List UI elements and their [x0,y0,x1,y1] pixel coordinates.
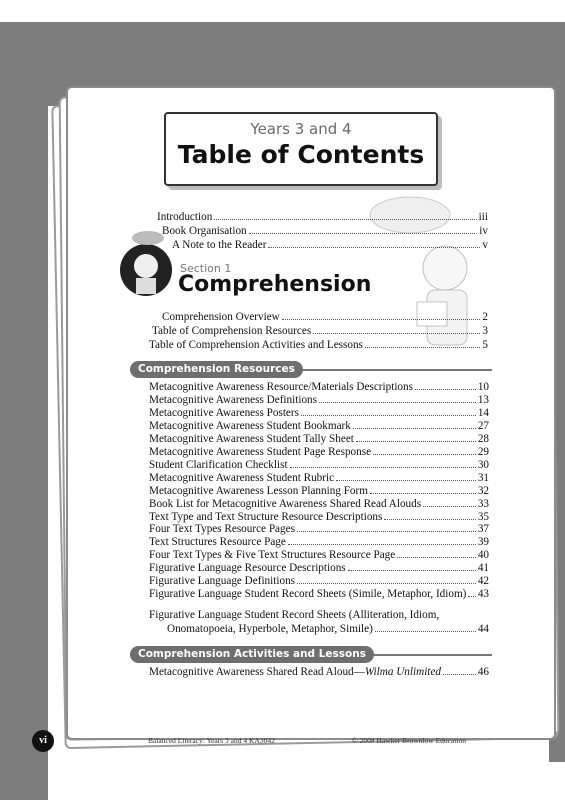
toc-entry-page: 13 [477,393,489,406]
activities-heading: Comprehension Activities and Lessons [130,646,374,663]
toc-entry-label: Metacognitive Awareness Student Bookmark [149,419,351,432]
toc-entry-label: Metacognitive Awareness Student Rubric [149,471,335,484]
resources-heading: Comprehension Resources [130,361,303,378]
toc-entry-page: 40 [477,549,489,562]
toc-entry[interactable] [149,536,489,548]
toc-entry-page: v [482,239,488,251]
toc-entry-label: Onomatopoeia, Hyperbole, Metaphor, Simile) [167,623,373,635]
toc-entry[interactable] [149,588,489,600]
leader-dots [370,493,476,494]
leader-dots [313,333,480,334]
toc-entry-label: Table of Comprehension Resources [152,325,312,337]
toc-entry-wrapped-line2[interactable] [167,623,489,635]
toc-entry[interactable] [149,549,489,561]
footer-left: Balanced Literacy: Years 3 and 4 KA3042 [148,736,275,745]
toc-entry-page: 5 [482,339,488,351]
section-character-icon [118,230,180,300]
toc-entry-page: 43 [477,588,489,601]
toc-entry-label: Book List for Metacognitive Awareness Shared Read Alouds [149,497,422,510]
toc-entry[interactable] [149,472,489,484]
toc-entry-label: Metacognitive Awareness Student Page Response [149,445,372,458]
section-title: Comprehension [178,272,372,297]
toc-entry-book-organisation[interactable] [162,225,488,237]
toc-entry-page: iv [479,225,488,237]
page-title: Table of Contents [177,140,425,169]
toc-entry-label: Introduction [157,211,213,223]
toc-entry-label: Book Organisation [162,225,247,237]
toc-entry-label: Text Type and Text Structure Resource Descriptions [149,510,383,523]
leader-dots [336,480,476,481]
toc-entry[interactable] [149,575,489,587]
section-kicker: Section 1 [180,262,232,275]
toc-entry[interactable] [149,485,489,497]
toc-entry[interactable] [149,394,489,406]
toc-entry-label-italic: Wilma Unlimited [364,666,441,678]
toc-entry[interactable] [149,459,489,471]
leader-dots [214,219,476,220]
toc-entry[interactable] [149,446,489,458]
leader-dots [268,247,480,248]
title-box [164,112,438,186]
toc-entry-label: Metacognitive Awareness Definitions [149,393,317,406]
leader-dots [423,506,476,507]
toc-entry-page: 31 [477,471,489,484]
leader-dots [415,389,476,390]
toc-entry-page: 10 [477,381,489,393]
leader-dots [397,557,476,558]
leader-dots [297,583,476,584]
toc-entry[interactable] [149,420,489,432]
leader-dots [468,596,475,597]
page-subtitle: Years 3 and 4 [250,120,352,138]
leader-dots [373,454,476,455]
toc-entry-page: 37 [477,523,489,536]
leader-dots [348,570,476,571]
toc-entry[interactable] [149,562,489,574]
toc-entry-label-prefix: Metacognitive Awareness Shared Read Aloud— [149,666,365,678]
toc-entry-label: Metacognitive Awareness Lesson Planning Form [149,484,368,497]
toc-entry[interactable] [162,311,488,323]
toc-entry-page: 2 [482,311,488,323]
leader-dots [353,428,476,429]
page-number: vi [32,730,54,752]
leader-dots [282,319,481,320]
toc-entry-page: 41 [477,562,489,575]
toc-entry-label: Student Clarification Checklist [149,458,288,471]
toc-entry-page: 42 [477,575,489,588]
toc-entry[interactable] [149,381,489,393]
toc-entry-page: 29 [477,445,489,458]
toc-entry-page: 30 [477,458,489,471]
toc-entry-page: 32 [477,484,489,497]
toc-entry-page: 14 [477,406,489,419]
toc-entry-page: 27 [477,419,489,432]
toc-entry-label: Four Text Types & Five Text Structures Resource Page [149,549,396,562]
toc-entry[interactable] [149,433,489,445]
toc-entry-page: 35 [477,510,489,523]
toc-entry-introduction[interactable] [157,211,488,223]
toc-entry-label: Metacognitive Awareness Posters [149,406,299,419]
toc-entry[interactable] [152,325,488,337]
leader-dots [365,347,480,348]
toc-entry-label: Comprehension Overview [162,311,280,323]
leader-dots [375,631,476,632]
toc-entry-note-to-reader[interactable] [172,239,488,251]
toc-entry[interactable] [149,339,488,351]
toc-entry-page: 33 [477,497,489,510]
leader-dots [356,441,476,442]
background-frame-left [0,22,48,800]
toc-entry-label: Figurative Language Student Record Sheets (Simile, Metaphor, Idiom) [149,588,467,601]
toc-entry-label: Figurative Language Student Record Sheets (Alliteration, Idiom, [149,609,440,621]
leader-dots [301,415,476,416]
toc-entry[interactable] [149,498,489,510]
toc-entry-label: Figurative Language Resource Descriptions [149,562,346,575]
leader-dots [443,674,476,675]
toc-entry-label: A Note to the Reader [172,239,267,251]
toc-entry-page: 3 [482,325,488,337]
toc-entry-label: Table of Comprehension Activities and Lessons [149,339,363,351]
toc-entry-label: Figurative Language Definitions [149,575,296,588]
toc-entry-wilma[interactable] [149,666,489,678]
toc-entry-wrapped-line1[interactable] [149,609,439,621]
toc-entry-label [149,666,441,678]
toc-entry-page: iii [478,211,488,223]
leader-dots [288,544,476,545]
toc-entry[interactable] [149,523,489,535]
toc-entry-label: Metacognitive Awareness Student Tally Sheet [149,432,354,445]
leader-dots [290,467,476,468]
leader-dots [384,519,475,520]
leader-dots [297,531,476,532]
leader-dots [319,402,476,403]
toc-entry-label: Text Structures Resource Page [149,536,286,549]
toc-entry-page: 46 [477,666,489,678]
footer-right: © 2008 Hawker Brownlow Education [352,736,467,745]
toc-entry-page: 44 [477,623,489,635]
toc-entry[interactable] [149,511,489,523]
toc-entry-page: 28 [477,432,489,445]
toc-entry[interactable] [149,407,489,419]
toc-entry-label: Four Text Types Resource Pages [149,523,295,536]
toc-entry-label: Metacognitive Awareness Resource/Materials Descriptions [149,381,413,393]
leader-dots [249,233,478,234]
toc-entry-page: 39 [477,536,489,549]
